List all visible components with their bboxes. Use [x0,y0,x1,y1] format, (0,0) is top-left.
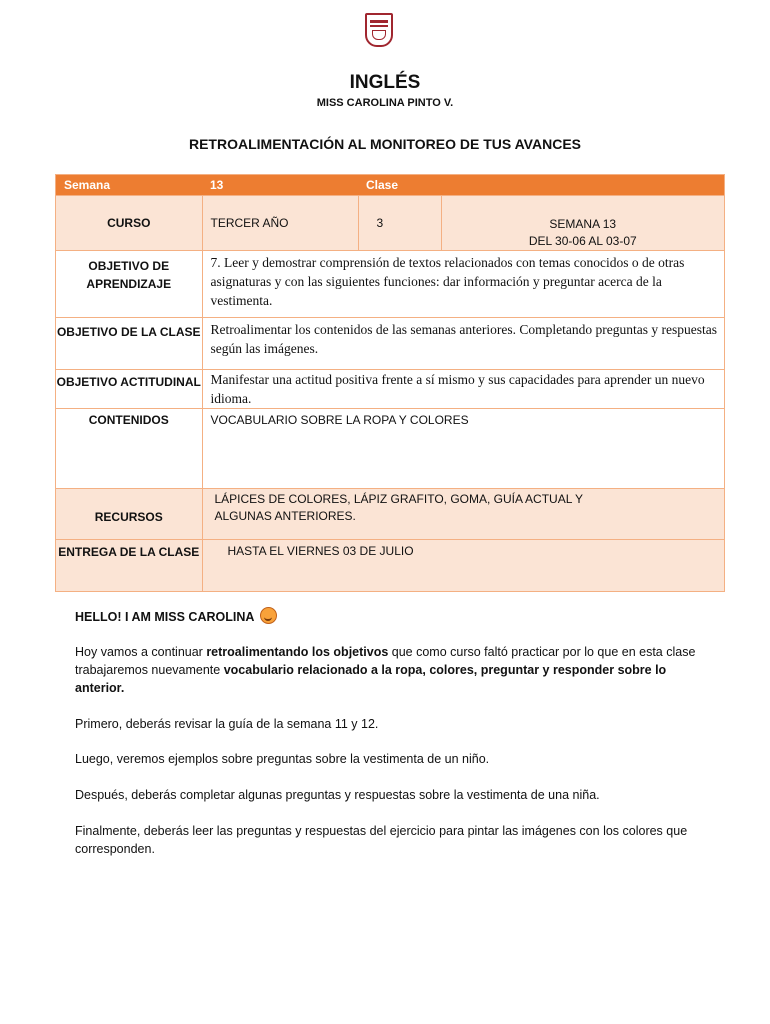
intro-part-2: que como curso faltó practicar por lo que en esta clase trabajaremos nuevamente [75,645,696,677]
paragraph-step-1: Primero, deberás revisar la guía de la semana 11 y 12. [75,717,379,731]
objetivo-aprendizaje-value: 7. Leer y demostrar comprensión de textos relacionados con temas conocidos o de otras asignaturas y con las siguientes funciones: dar información y preguntar acerca de la vestimenta. [202,251,725,318]
paragraph-step-2: Luego, veremos ejemplos sobre preguntas sobre la vestimenta de un niño. [75,752,490,766]
semana-cell [441,196,725,251]
semana-label: Semana [56,175,203,196]
section-heading: RETROALIMENTACIÓN AL MONITOREO DE TUS AVANCES [188,136,581,152]
recursos-value: LÁPICES DE COLORES, LÁPIZ GRAFITO, GOMA, GUÍA ACTUAL Y ALGUNAS ANTERIORES. [202,489,725,540]
school-logo [365,13,393,47]
recursos-row [56,489,725,540]
recursos-label: RECURSOS [56,489,203,540]
curso-label: CURSO [56,196,203,251]
paragraph-step-4: Finalmente, deberás leer las preguntas y respuestas del ejercicio para pintar las imágenes con los colores que corresponden. [75,824,688,856]
objetivo-clase-value: Retroalimentar los contenidos de las semanas anteriores. Completando preguntas y respuestas según las imágenes. [202,318,725,370]
entrega-row [56,540,725,592]
semana-value: 13 [202,175,358,196]
semana-text: SEMANA 13 [549,217,617,231]
page-title: INGLÉS [349,72,421,93]
intro-part-1: Hoy vamos a continuar [75,645,207,659]
entrega-value: HASTA EL VIERNES 03 DE JULIO [202,540,725,592]
class-info-table [55,174,725,592]
greeting [75,607,705,626]
objetivo-clase-label: OBJETIVO DE LA CLASE [56,318,203,370]
table-header-row [56,175,725,196]
clase-label: Clase [358,175,725,196]
smiley-face-icon [260,607,277,624]
semana-dates: DEL 30-06 AL 03-07 [528,234,637,248]
curso-value: TERCER AÑO [202,196,358,251]
objetivo-actitudinal-label: OBJETIVO ACTITUDINAL [56,370,203,409]
clase-number: 3 [358,196,441,251]
contenidos-row [56,409,725,489]
objetivo-aprendizaje-label: OBJETIVO DE APRENDIZAJE [56,251,203,318]
paragraph-step-3: Después, deberás completar algunas preguntas y respuestas sobre la vestimenta de una niña. [75,788,600,802]
curso-row [56,196,725,251]
intro-bold-2: vocabulario relacionado a la ropa, colores, preguntar y responder sobre lo anterior. [75,663,667,695]
objetivo-actitudinal-row [56,370,725,409]
contenidos-label: CONTENIDOS [56,409,203,489]
objetivo-actitudinal-value: Manifestar una actitud positiva frente a sí mismo y sus capacidades para aprender un nuevo idioma. [202,370,725,409]
greeting-text: HELLO! I AM MISS CAROLINA [75,610,255,624]
entrega-label: ENTREGA DE LA CLASE [56,540,203,592]
paragraph-intro [75,643,705,697]
objetivo-clase-row [56,318,725,370]
objetivo-aprendizaje-row [56,251,725,318]
contenidos-value: VOCABULARIO SOBRE LA ROPA Y COLORES [202,409,725,489]
teacher-name: MISS CAROLINA PINTO V. [316,97,454,109]
intro-bold-1: retroalimentando los objetivos [206,645,389,659]
